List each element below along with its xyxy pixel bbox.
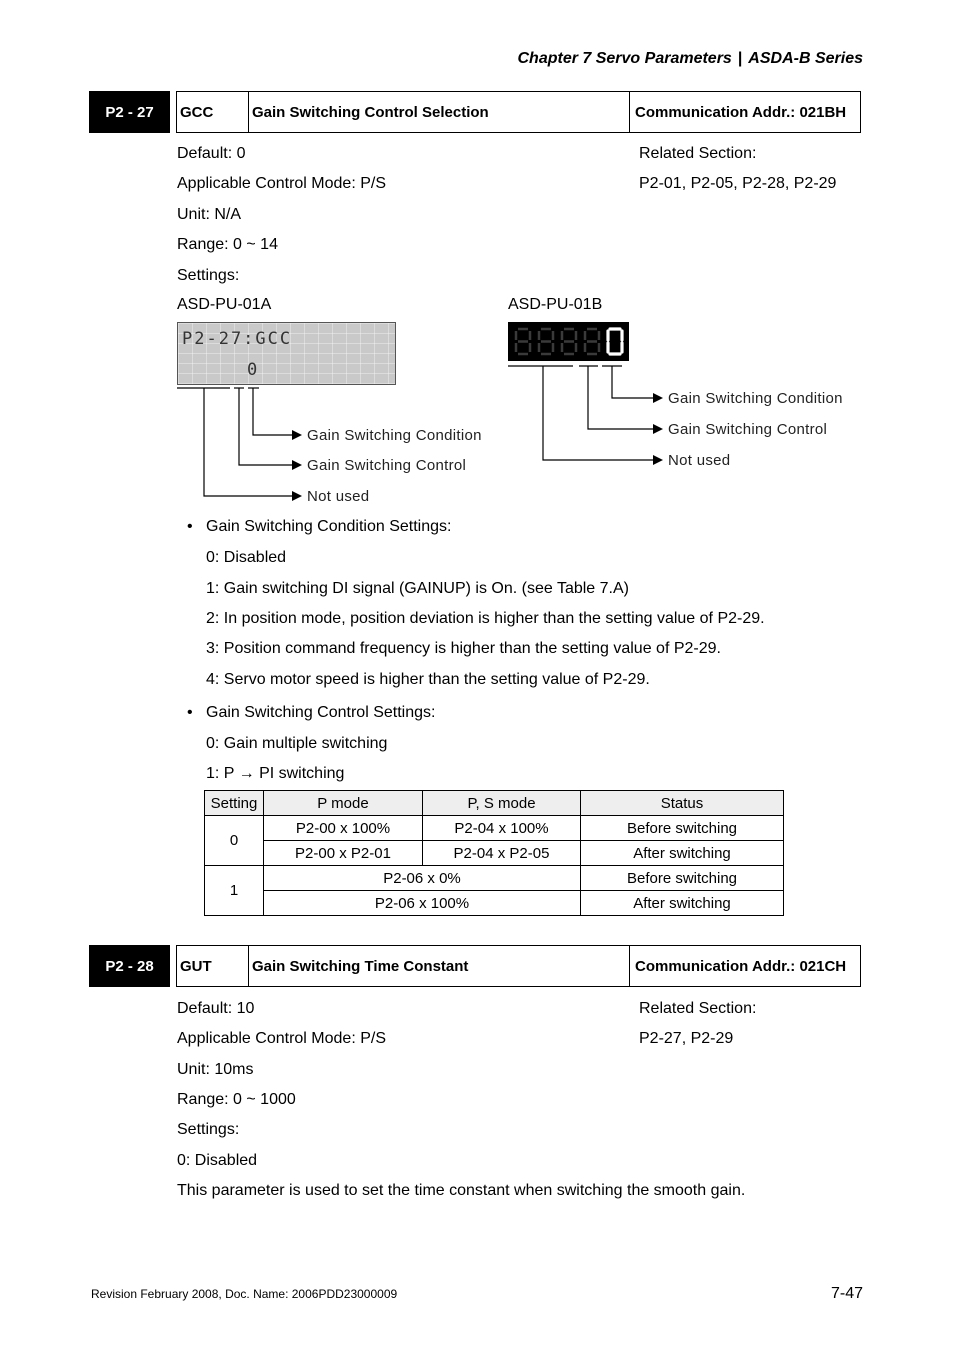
pu-01b-label: ASD-PU-01B xyxy=(508,296,603,313)
table-row xyxy=(205,866,784,891)
control-mode: Applicable Control Mode: P/S xyxy=(177,175,386,192)
lcd-line-2: 0 xyxy=(247,360,258,380)
table-cell: P2-00 x P2-01 xyxy=(264,841,423,866)
table-cell: Before switching xyxy=(581,866,784,891)
range: Range: 0 ~ 14 xyxy=(177,236,278,253)
table-cell: Before switching xyxy=(581,816,784,841)
page-number: 7-47 xyxy=(830,1285,863,1302)
param-addr: Communication Addr.: 021CH xyxy=(635,957,847,975)
table-cell: 1 xyxy=(205,866,264,916)
related-section-title: Related Section: xyxy=(639,145,757,162)
condition-item: 0: Disabled xyxy=(206,549,287,566)
table-header-cell: P mode xyxy=(264,791,423,816)
condition-item: 3: Position command frequency is higher than the setting value of P2-29. xyxy=(206,640,721,657)
table-header-cell: Status xyxy=(581,791,784,816)
chapter-title: Chapter 7 Servo Parameters xyxy=(517,50,732,67)
header-separator: | xyxy=(737,50,743,67)
control-mode: Applicable Control Mode: P/S xyxy=(177,1030,386,1047)
condition-item: 1: Gain switching DI signal (GAINUP) is On. (see Table 7.A) xyxy=(206,580,629,597)
seg-label-condition: Gain Switching Condition xyxy=(668,390,843,407)
seg-label-not-used: Not used xyxy=(668,452,731,469)
control-item: 0: Gain multiple switching xyxy=(206,735,388,752)
range: Range: 0 ~ 1000 xyxy=(177,1091,296,1108)
related-section-title: Related Section: xyxy=(639,1000,757,1017)
unit: Unit: 10ms xyxy=(177,1061,254,1078)
condition-item: 4: Servo motor speed is higher than the setting value of P2-29. xyxy=(206,671,650,688)
table-cell: After switching xyxy=(581,891,784,916)
condition-settings-title: Gain Switching Condition Settings: xyxy=(206,518,452,535)
table-row xyxy=(205,891,784,916)
param-abbr: GUT xyxy=(177,946,249,986)
table-row xyxy=(205,841,784,866)
lcd-label-not-used: Not used xyxy=(307,488,370,505)
param-id: P2 - 28 xyxy=(89,945,170,987)
bullet-marker: • xyxy=(187,704,193,721)
table-cell: After switching xyxy=(581,841,784,866)
table-cell: P2-04 x P2-05 xyxy=(423,841,581,866)
param-id: P2 - 27 xyxy=(89,91,170,133)
param-header-p2-28 xyxy=(89,945,861,987)
table-row xyxy=(205,816,784,841)
series-title: ASDA-B Series xyxy=(748,50,863,67)
table-cell: P2-00 x 100% xyxy=(264,816,423,841)
settings-label: Settings: xyxy=(177,267,240,284)
control-settings-title: Gain Switching Control Settings: xyxy=(206,704,436,721)
setting-item: 0: Disabled xyxy=(177,1152,258,1169)
table-cell: 0 xyxy=(205,816,264,866)
footer-revision: Revision February 2008, Doc. Name: 2006PDD23000009 xyxy=(91,1287,398,1301)
param-name: Gain Switching Control Selection xyxy=(249,92,630,132)
default-value: Default: 0 xyxy=(177,145,246,162)
control-item: 1: P → PI switching xyxy=(206,765,345,782)
param-name: Gain Switching Time Constant xyxy=(249,946,630,986)
default-value: Default: 10 xyxy=(177,1000,255,1017)
related-section: P2-27, P2-29 xyxy=(639,1030,734,1047)
table-header-row xyxy=(205,791,784,816)
lcd-label-condition: Gain Switching Condition xyxy=(307,427,482,444)
param-description: This parameter is used to set the time constant when switching the smooth gain. xyxy=(177,1182,746,1199)
lcd-label-control: Gain Switching Control xyxy=(307,457,467,474)
seg-label-control: Gain Switching Control xyxy=(668,421,828,438)
param-addr: Communication Addr.: 021BH xyxy=(635,103,847,121)
bullet-marker: • xyxy=(187,518,193,535)
table-header-cell: Setting xyxy=(205,791,264,816)
settings-label: Settings: xyxy=(177,1121,240,1138)
table-cell: P2-04 x 100% xyxy=(423,816,581,841)
param-header-box xyxy=(176,945,861,987)
pu-01a-label: ASD-PU-01A xyxy=(177,296,272,313)
lcd-line-1: P2-27:GCC xyxy=(182,329,293,349)
table-cell: P2-06 x 0% xyxy=(264,866,581,891)
table-cell: P2-06 x 100% xyxy=(264,891,581,916)
param-abbr: GCC xyxy=(177,92,249,132)
condition-item: 2: In position mode, position deviation is higher than the setting value of P2-29. xyxy=(206,610,765,627)
related-section: P2-01, P2-05, P2-28, P2-29 xyxy=(639,175,837,192)
table-header-cell: P, S mode xyxy=(423,791,581,816)
unit: Unit: N/A xyxy=(177,206,242,223)
gain-switching-table xyxy=(204,790,784,916)
